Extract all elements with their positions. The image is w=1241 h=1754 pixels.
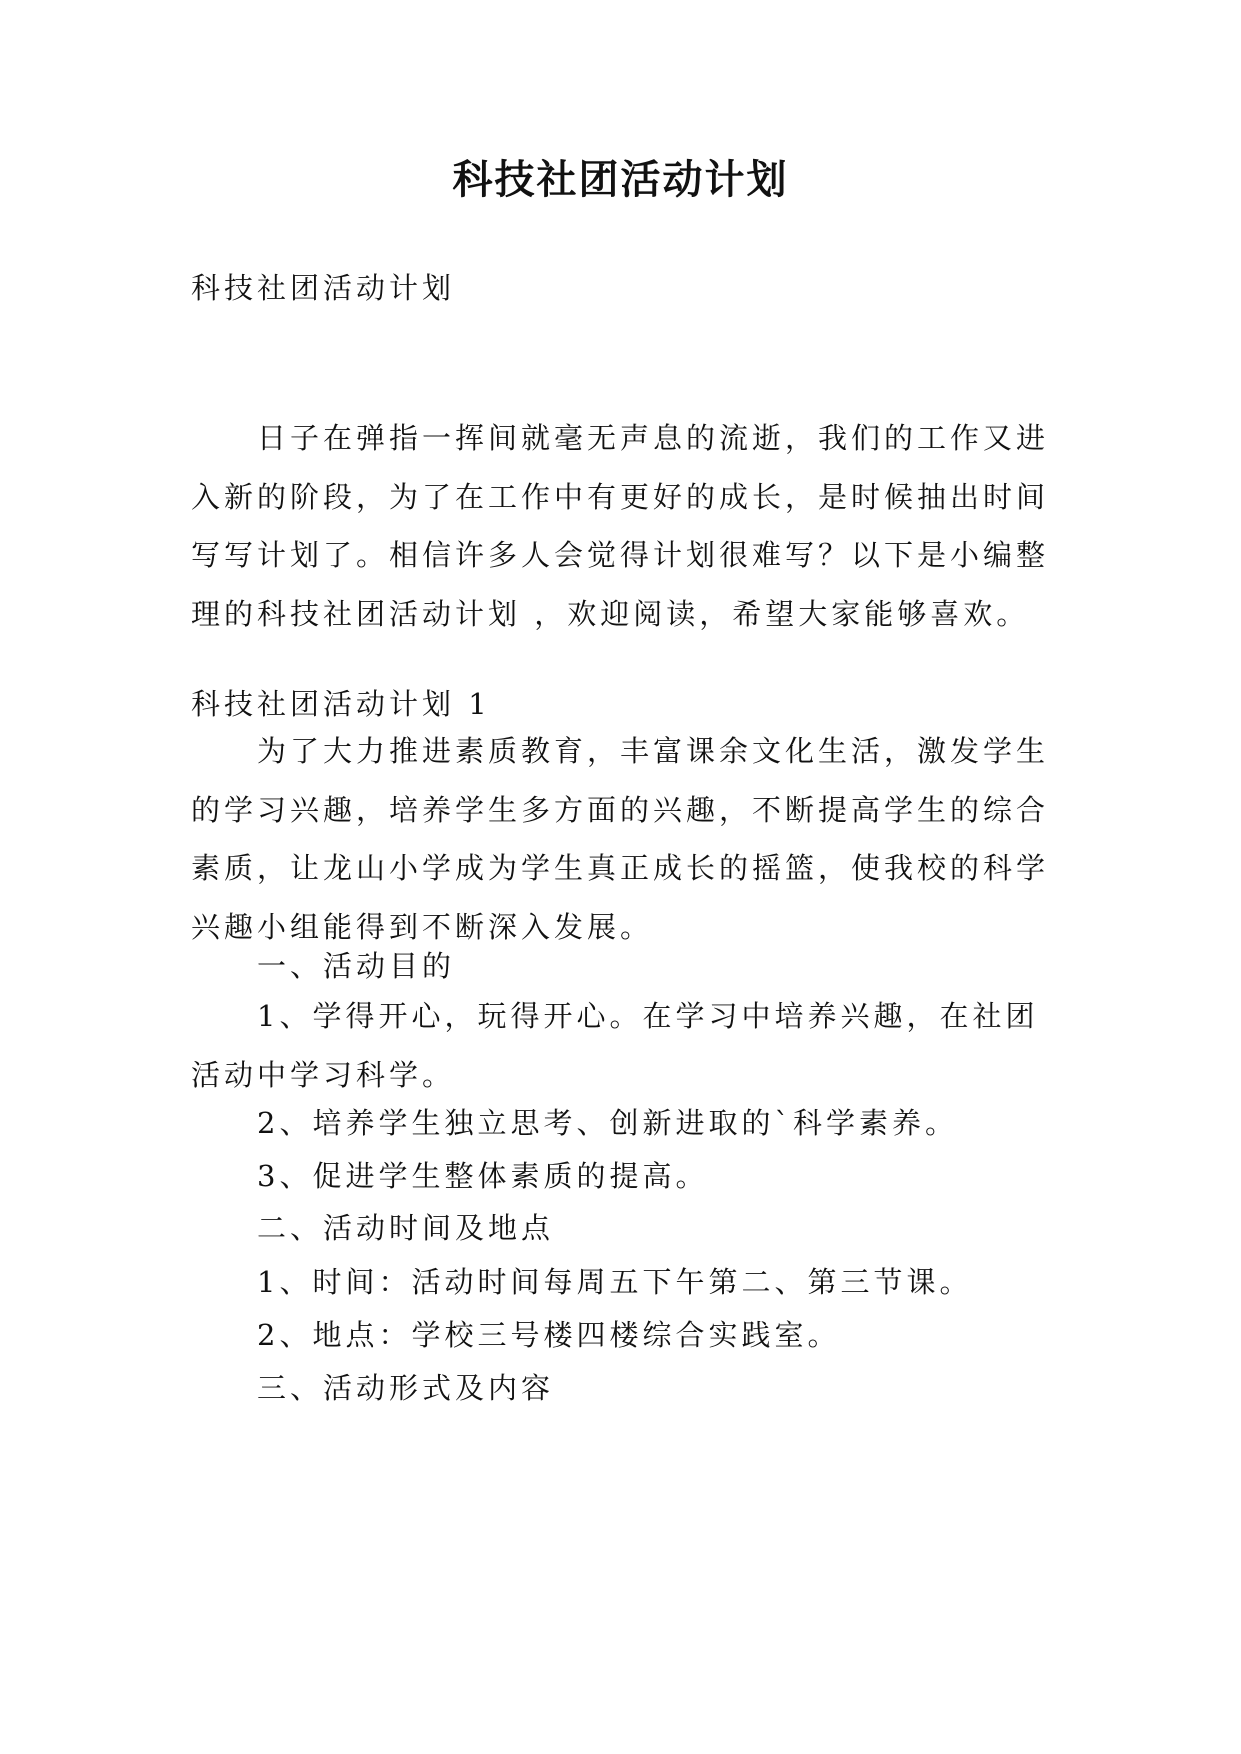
section1-line: 兴趣小组能得到不断深入发展。 (191, 909, 654, 944)
activity-time: 1、时间：活动时间每周五下午第二、第三节课。 (257, 1265, 973, 1299)
intro-line: 入新的阶段，为了在工作中有更好的成长，是时候抽出时间 (191, 479, 1050, 514)
intro-paragraph (191, 409, 1061, 643)
intro-line: 日子在弹指一挥间就毫无声息的流逝，我们的工作又进 (257, 421, 1050, 455)
form-heading: 三、活动形式及内容 (257, 1371, 555, 1405)
activity-place: 2、地点：学校三号楼四楼综合实践室。 (257, 1318, 841, 1352)
section1-line: 素质，让龙山小学成为学生真正成长的摇篮，使我校的科学 (191, 851, 1050, 885)
section1-line: 的学习兴趣，培养学生多方面的兴趣，不断提高学生的综合 (191, 792, 1050, 827)
goal-1-line: 1、学得开心，玩得开心。在学习中培养兴趣，在社团 (257, 999, 1039, 1033)
section1-line: 为了大力推进素质教育，丰富课余文化生活，激发学生 (257, 734, 1050, 768)
goal-2: 2、培养学生独立思考、创新进取的`科学素养。 (257, 1106, 958, 1140)
time-place-heading: 二、活动时间及地点 (257, 1211, 555, 1245)
intro-line: 理的科技社团活动计划 ，欢迎阅读，希望大家能够喜欢。 (191, 596, 1030, 631)
document-title: 科技社团活动计划 (452, 156, 789, 203)
intro-line: 写写计划了。相信许多人会觉得计划很难写？以下是小编整 (191, 538, 1050, 572)
goal-1-line: 活动中学习科学。 (191, 1057, 456, 1092)
document-subtitle: 科技社团活动计划 (191, 271, 456, 305)
section1-paragraph (191, 722, 1061, 956)
goal-3: 3、促进学生整体素质的提高。 (257, 1159, 709, 1193)
section1-heading: 科技社团活动计划 1 (191, 687, 491, 721)
goal-heading: 一、活动目的 (257, 949, 456, 983)
goal-1 (191, 987, 1061, 1104)
